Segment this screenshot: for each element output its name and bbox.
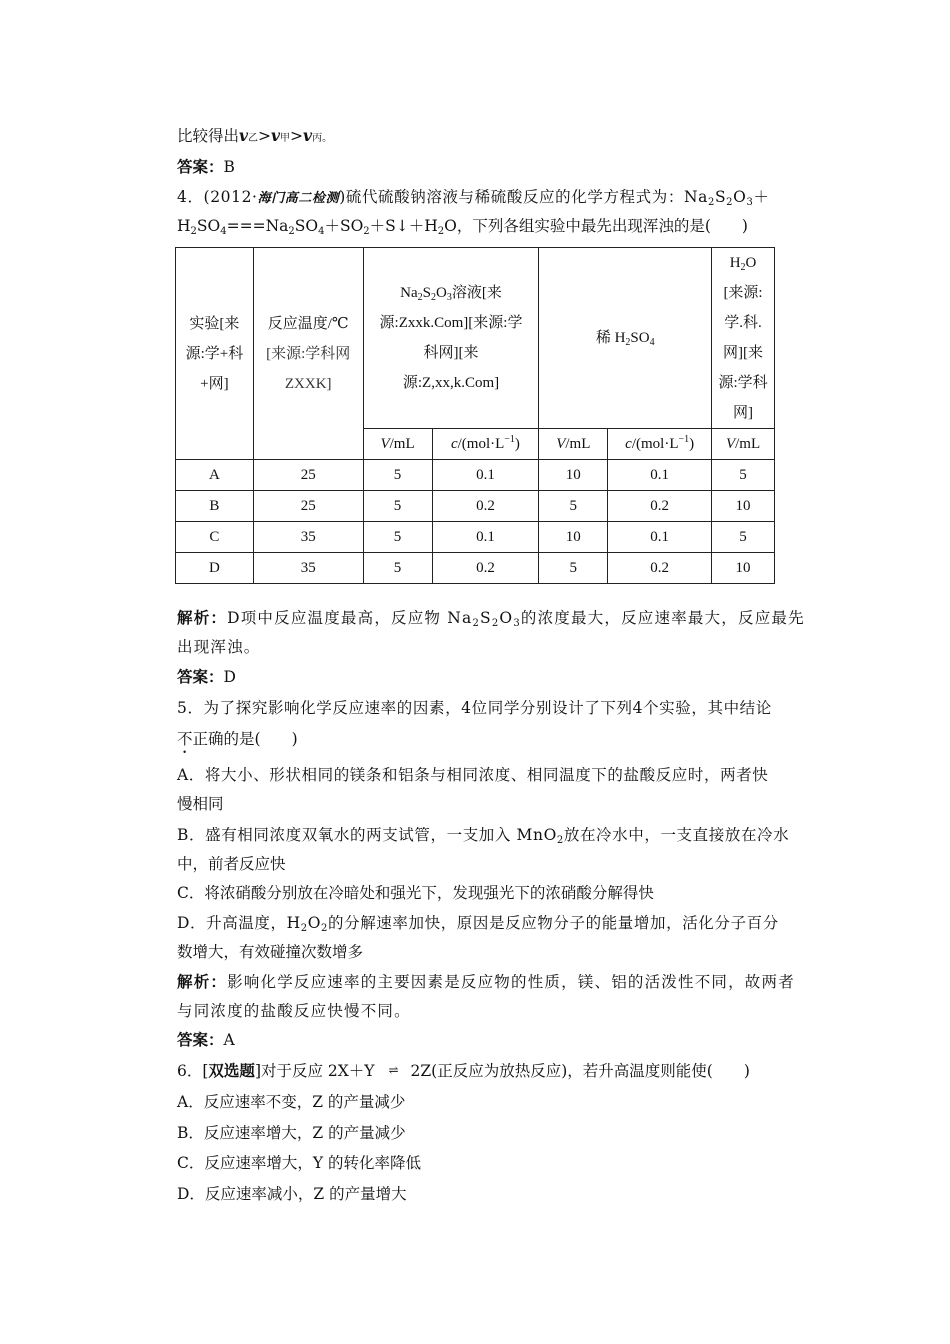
- subheader-volume: [539, 429, 608, 460]
- symbol-v: v: [303, 126, 313, 145]
- option-5a-line-2: [177, 794, 224, 814]
- subscript: 2: [300, 923, 308, 934]
- text: D项中反应温度最高，反应物 Na: [227, 609, 473, 627]
- text: ]对于反应 2X＋Y: [254, 1062, 375, 1080]
- table-cell: 10: [539, 460, 608, 491]
- analysis-4-line-2: [177, 637, 261, 657]
- subscript: 4: [318, 226, 325, 237]
- subscript: 3: [746, 197, 754, 208]
- subheader-volume: [363, 429, 432, 460]
- analysis-5-line-2: [177, 1001, 411, 1021]
- table-cell: 0.2: [432, 491, 539, 522]
- table-cell: 0.1: [608, 460, 712, 491]
- subscript: 2: [707, 197, 715, 208]
- text: 5．为了探究影响化学反应速率的因素，4位同学分别设计了下列4个实验，其中结论: [177, 699, 772, 717]
- header-source: [来源:学.科.网][来源:学科网]: [718, 285, 768, 421]
- table-cell: 10: [712, 553, 775, 584]
- option-5d-line-1: [177, 913, 779, 933]
- header-text: O: [745, 255, 757, 271]
- text: 慢相同: [177, 795, 224, 813]
- subheader-concentration: [608, 429, 712, 460]
- text: 比较得出: [177, 127, 240, 145]
- table-cell: 5: [363, 460, 432, 491]
- text: 与同浓度的盐酸反应快慢不同。: [177, 1002, 411, 1020]
- analysis-5-line-1: [177, 972, 795, 992]
- subscript: 2: [190, 226, 197, 237]
- text: 出现浑浊。: [177, 638, 261, 656]
- subscript: 2: [417, 292, 423, 303]
- symbol: V: [380, 436, 390, 452]
- table-cell: D: [176, 553, 254, 584]
- answer-line-4: [177, 667, 236, 687]
- table-cell: 25: [253, 491, 363, 522]
- table-cell: 5: [363, 522, 432, 553]
- text: C．将浓硝酸分别放在冷暗处和强光下，发现强光下的浓硝酸分解得快: [177, 884, 654, 902]
- header-text: 稀 H: [595, 330, 626, 346]
- text: O: [307, 914, 322, 932]
- text: D．升高温度，H: [177, 914, 301, 932]
- option-5b-line-2: [177, 854, 286, 874]
- question-type-tag: 双选题: [208, 1061, 255, 1080]
- equilibrium-arrow-icon: ⇌: [388, 1063, 397, 1077]
- table-cell: 5: [363, 491, 432, 522]
- superscript: −1: [678, 434, 690, 445]
- question-5-line-2: [177, 729, 298, 757]
- table-row: [176, 553, 775, 584]
- header-text: 反应温度/℃: [267, 315, 349, 332]
- text: 影响化学反应速率的主要因素是反应物的性质，镁、铝的活泼性不同，故两者: [227, 973, 795, 991]
- answer-line-5: [177, 1030, 235, 1050]
- question-4-line-1: 4．(2012·海门高二检测)硫代硫酸钠溶液与稀硫酸反应的化学方程式为：$Na_2S_2O_3+$: [177, 188, 770, 208]
- subscript: 2: [491, 618, 500, 629]
- analysis-4-line-1: [177, 608, 805, 628]
- question-4-line-2: [177, 216, 748, 236]
- unit: /mL: [389, 436, 415, 452]
- source-tag: 海门高二检测: [257, 191, 340, 206]
- table-cell: A: [176, 460, 254, 491]
- option-6a: [177, 1092, 405, 1112]
- subheader-volume: [712, 429, 775, 460]
- table-cell: 0.2: [608, 491, 712, 522]
- header-text: H: [729, 255, 741, 271]
- unit: /(mol·L: [631, 436, 679, 452]
- header-text: 实验[来源:学+科+网]: [185, 315, 244, 392]
- subscript: 2: [556, 835, 564, 846]
- unit: ): [514, 436, 520, 452]
- subscript: 2: [437, 226, 445, 237]
- header-text: O: [435, 285, 447, 301]
- text: )硫代硫酸钠溶液与稀硫酸反应的化学方程式为：Na: [339, 188, 708, 206]
- text: SO: [294, 217, 319, 235]
- text: ＋S↓＋H: [369, 217, 438, 235]
- text: A．反应速率不变，Z 的产量减少: [177, 1093, 406, 1111]
- table-cell: B: [176, 491, 254, 522]
- subscript: 2: [363, 226, 370, 237]
- option-5a-line-1: [177, 765, 768, 785]
- table-row: [176, 491, 775, 522]
- subscript: 2: [625, 337, 631, 348]
- option-5c: [177, 883, 654, 903]
- table-cell: 0.1: [432, 522, 539, 553]
- text: ＋SO: [324, 217, 364, 235]
- text: 中，前者反应快: [177, 855, 286, 873]
- table-cell: 5: [712, 522, 775, 553]
- text: 的浓度最大，反应速率最大，反应最先: [520, 609, 805, 627]
- table-cell: 10: [712, 491, 775, 522]
- subscript: 3: [513, 618, 521, 629]
- text: D．反应速率减小，Z 的产量增大: [177, 1185, 407, 1203]
- unit: /(mol·L: [457, 436, 505, 452]
- answer-label: 答案：: [177, 157, 224, 176]
- table-cell: 5: [539, 553, 608, 584]
- header-source: [来源:学科网 ZXXK]: [266, 345, 351, 392]
- text: SO: [196, 217, 221, 235]
- subscript: 2: [740, 262, 746, 273]
- text: O: [499, 609, 514, 627]
- answer-value: A: [223, 1031, 235, 1049]
- header-temperature: [253, 248, 363, 460]
- subscript: 3: [446, 292, 452, 303]
- subscript: 丙: [312, 133, 323, 144]
- header-water: [712, 248, 775, 429]
- subscript: 2: [288, 226, 295, 237]
- experiment-table: [175, 247, 775, 584]
- subscript: 2: [430, 292, 436, 303]
- table-row: [176, 522, 775, 553]
- answer-label: 答案：: [177, 1030, 224, 1049]
- text: 2Z(正反应为放热反应)，若升高温度则能使( ): [410, 1062, 750, 1080]
- subheader-concentration: [432, 429, 539, 460]
- superscript: −1: [504, 434, 515, 445]
- text: A．将大小、形状相同的镁条和铝条与相同浓度、相同温度下的盐酸反应时，两者快: [177, 766, 769, 784]
- table-cell: 0.2: [608, 553, 712, 584]
- header-text: 溶液[来源:Zxxk.Com][来源:学科网][来源:Z,xx,k.Com]: [379, 285, 523, 391]
- text: ===Na: [226, 217, 289, 235]
- table-cell: 5: [539, 491, 608, 522]
- table-row: [176, 460, 775, 491]
- question-6: [177, 1061, 750, 1082]
- text: >: [290, 127, 304, 145]
- text: C．反应速率增大，Y 的转化率降低: [177, 1154, 422, 1172]
- unit: ): [689, 436, 695, 452]
- text: O，下列各组实验中最先出现浑浊的是( ): [444, 217, 748, 235]
- symbol-v: v: [271, 126, 281, 145]
- text: B．反应速率增大，Z 的产量减少: [177, 1124, 406, 1142]
- subscript: 4: [220, 226, 227, 237]
- table-cell: 35: [253, 553, 363, 584]
- header-na2s2o3: [363, 248, 539, 429]
- answer-label: 答案：: [177, 667, 224, 686]
- header-dilute-h2so4: [539, 248, 712, 429]
- text: 。: [322, 133, 333, 144]
- option-6b: [177, 1123, 406, 1143]
- subscript: 甲: [280, 133, 291, 144]
- option-6d: [177, 1184, 407, 1204]
- header-text: SO: [630, 330, 650, 346]
- header-text: Na: [400, 285, 418, 301]
- table-cell: 5: [363, 553, 432, 584]
- answer-value: D: [223, 668, 236, 686]
- text: 的分解速率加快，原因是反应物分子的能量增加，活化分子百分: [328, 914, 779, 932]
- table-cell: 0.1: [432, 460, 539, 491]
- answer-line-3: [177, 157, 235, 177]
- symbol: V: [556, 436, 566, 452]
- emphasis-text: 不: [177, 730, 193, 748]
- symbol: V: [725, 436, 736, 452]
- text: 放在冷水中，一支直接放在冷水: [563, 826, 790, 844]
- symbol-v: v: [239, 126, 249, 145]
- text: >: [258, 127, 272, 145]
- question-number: 4．(2012·: [177, 188, 258, 206]
- text: 正确的是( ): [192, 730, 298, 748]
- table-cell: 10: [539, 522, 608, 553]
- unit: /mL: [565, 436, 591, 452]
- option-5b-line-1: [177, 825, 789, 845]
- symbol: c: [450, 436, 458, 452]
- header-experiment: [176, 248, 254, 460]
- subscript: 4: [649, 337, 655, 348]
- subscript: 2: [321, 923, 328, 934]
- symbol: c: [625, 436, 632, 452]
- answer-value: B: [223, 158, 235, 176]
- unit: /mL: [735, 436, 761, 452]
- text: H: [177, 217, 191, 235]
- header-text: S: [422, 285, 431, 301]
- text: 数增大，有效碰撞次数增多: [177, 943, 364, 961]
- subscript: 2: [726, 197, 734, 208]
- table-cell: 25: [253, 460, 363, 491]
- subscript: 乙: [248, 133, 259, 144]
- option-5d-line-2: [177, 942, 363, 962]
- table-cell: 35: [253, 522, 363, 553]
- analysis-label: 解析：: [177, 972, 228, 991]
- table-cell: C: [176, 522, 254, 553]
- text: S: [480, 609, 492, 627]
- table-cell: 0.2: [432, 553, 539, 584]
- table-cell: 5: [712, 460, 775, 491]
- table-cell: 0.1: [608, 522, 712, 553]
- text: 6．[: [177, 1062, 209, 1080]
- analysis-label: 解析：: [177, 608, 228, 627]
- subscript: 2: [472, 618, 481, 629]
- text: B．盛有相同浓度双氧水的两支试管，一支加入 MnO: [177, 826, 557, 844]
- question-5-line-1: [177, 698, 772, 718]
- option-6c: [177, 1153, 421, 1173]
- text-line-conclusion: [177, 126, 332, 149]
